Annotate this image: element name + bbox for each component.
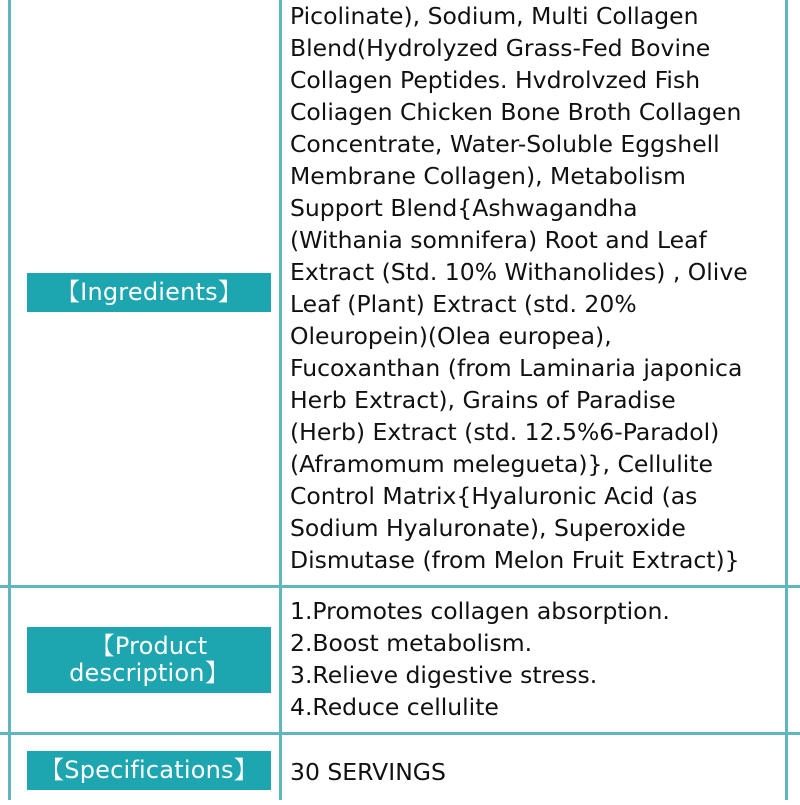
- ingredients-line: Blend(Hydrolyzed Grass-Fed Bovine: [290, 34, 711, 62]
- description-line: 3.Relieve digestive stress.: [290, 661, 598, 689]
- ingredients-line: Concentrate, Water-Soluble Eggshell: [290, 130, 720, 158]
- ingredients-line: Control Matrix{Hyaluronic Acid (as: [290, 482, 698, 510]
- table-border-left: [8, 0, 11, 800]
- table-column-divider: [279, 0, 282, 800]
- ingredients-line: Herb Extract), Grains of Paradise: [290, 386, 676, 414]
- ingredients-line: Membrane Collagen), Metabolism: [290, 162, 686, 190]
- description-line: 1.Promotes collagen absorption.: [290, 597, 670, 625]
- ingredients-line: Collagen Peptides. Hvdrolvzed Fish: [290, 66, 701, 94]
- description-label: [27, 627, 271, 693]
- ingredients-line: Sodium Hyaluronate), Superoxide: [290, 514, 686, 542]
- ingredients-label-cell: [20, 0, 278, 585]
- specifications-value: 30 SERVINGS: [290, 758, 446, 786]
- specifications-label: 【Specifications】: [27, 751, 271, 790]
- description-label-line1: 【Product: [90, 632, 208, 660]
- specifications-label-cell: [20, 735, 278, 805]
- ingredients-line: Oleuropein)(Olea europea),: [290, 322, 612, 350]
- ingredients-line: (Herb) Extract (std. 12.5%6-Paradol): [290, 418, 720, 446]
- description-label-cell: [20, 588, 278, 732]
- description-line: 4.Reduce cellulite: [290, 693, 499, 721]
- ingredients-line: (Withania somnifera) Root and Leaf: [290, 226, 707, 254]
- description-label-line2: description】: [69, 659, 229, 687]
- ingredients-line: Coliagen Chicken Bone Broth Collagen: [290, 98, 742, 126]
- ingredients-line: Leaf (Plant) Extract (std. 20%: [290, 290, 637, 318]
- ingredients-label: 【Ingredients】: [27, 273, 271, 312]
- description-text: [290, 595, 790, 723]
- ingredients-line: Fucoxanthan (from Laminaria japonica: [290, 354, 743, 382]
- ingredients-line: Dismutase (from Melon Fruit Extract)}: [290, 546, 740, 574]
- ingredients-line: (Aframomum melegueta)}, Cellulite: [290, 450, 713, 478]
- ingredients-line: Support Blend{Ashwagandha: [290, 194, 638, 222]
- ingredients-text: [290, 0, 790, 576]
- description-line: 2.Boost metabolism.: [290, 629, 533, 657]
- ingredients-line: Picolinate), Sodium, Multi Collagen: [290, 2, 699, 30]
- ingredients-line: Extract (Std. 10% Withanolides) , Olive: [290, 258, 748, 286]
- specifications-text: [290, 756, 790, 788]
